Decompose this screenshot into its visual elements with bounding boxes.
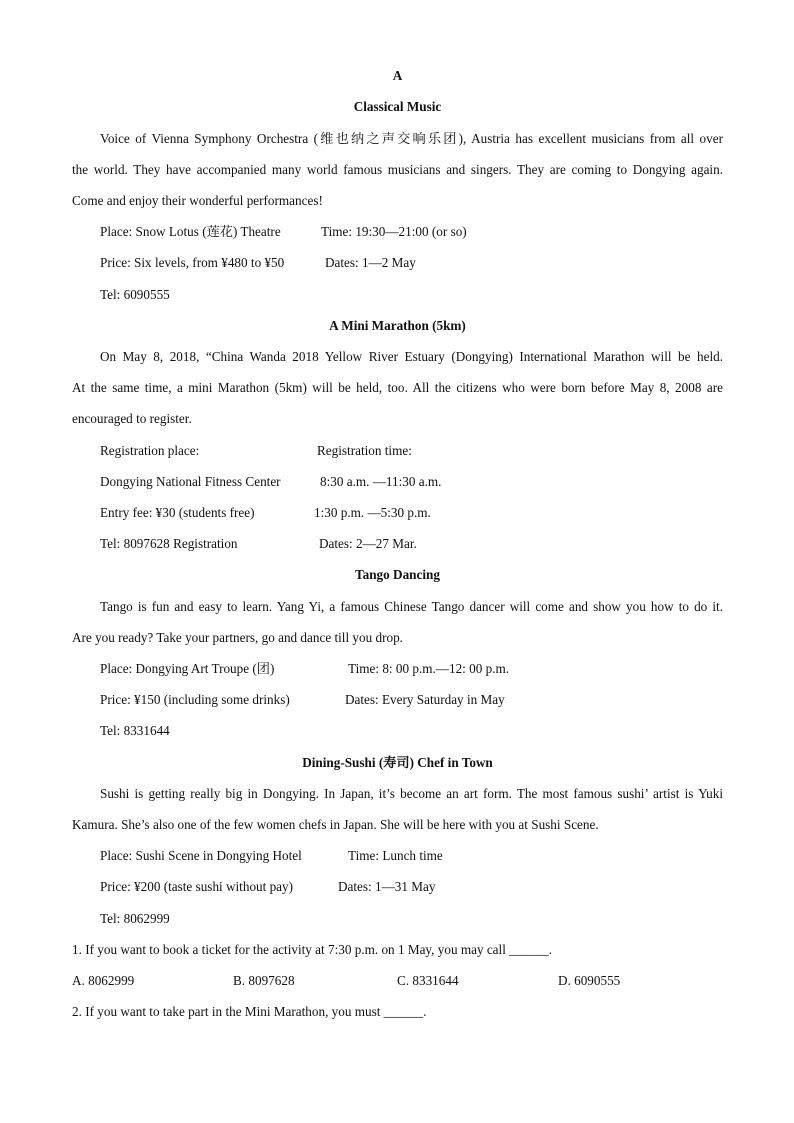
question-2: 2. If you want to take part in the Mini Marathon, you must ______.: [72, 1004, 427, 1019]
info-right: Time: Lunch time: [348, 848, 443, 863]
info-left: Price: ¥200 (taste sushi without pay): [100, 879, 294, 894]
section-title-sushi-chef: Dining-Sushi (寿司) Chef in Town: [302, 755, 493, 770]
info-left: Dongying National Fitness Center: [100, 474, 281, 489]
info-left: Entry fee: ¥30 (students free): [100, 505, 255, 520]
info-left: Place: Snow Lotus (莲花) Theatre: [100, 224, 281, 239]
option-a: A. 8062999: [72, 973, 135, 988]
info-left: Price: ¥150 (including some drinks): [100, 692, 290, 707]
paragraph-line: At the same time, a mini Marathon (5km) will be held, too. All the citizens who were born before May 8, 2008 are: [72, 380, 723, 395]
info-right: 8:30 a.m. —11:30 a.m.: [320, 474, 442, 489]
info-left: Registration place:: [100, 443, 200, 458]
paragraph-line: Are you ready? Take your partners, go and dance till you drop.: [72, 630, 403, 645]
info-right: Registration time:: [317, 443, 412, 458]
info-right: Dates: Every Saturday in May: [345, 692, 505, 707]
info-left: Price: Six levels, from ¥480 to ¥50: [100, 255, 285, 270]
option-d: D. 6090555: [558, 973, 621, 988]
info-right: Dates: 1—2 May: [325, 255, 416, 270]
info-left: Tel: 8097628 Registration: [100, 536, 238, 551]
option-b: B. 8097628: [233, 973, 295, 988]
paragraph-line: encouraged to register.: [72, 411, 192, 426]
question-1: 1. If you want to book a ticket for the activity at 7:30 p.m. on 1 May, you may call ______.: [72, 942, 553, 957]
info-right: Time: 8: 00 p.m.—12: 00 p.m.: [348, 661, 510, 676]
info-right: 1:30 p.m. —5:30 p.m.: [314, 505, 431, 520]
info-right: Dates: 1—31 May: [338, 879, 436, 894]
paragraph-line: Come and enjoy their wonderful performances!: [72, 193, 323, 208]
info-left: Place: Sushi Scene in Dongying Hotel: [100, 848, 302, 863]
option-c: C. 8331644: [397, 973, 459, 988]
paragraph-line: On May 8, 2018, “China Wanda 2018 Yellow River Estuary (Dongying) International Marathon will be held.: [100, 349, 723, 364]
section-letter-heading: A: [392, 68, 403, 83]
section-title-mini-marathon: A Mini Marathon (5km): [329, 318, 466, 333]
info-left: Place: Dongying Art Troupe (团): [100, 661, 275, 676]
paragraph-line: Voice of Vienna Symphony Orchestra (维也纳之声交响乐团), Austria has excellent musicians from all over: [100, 131, 723, 146]
info-right: Dates: 2—27 Mar.: [319, 536, 417, 551]
paragraph-line: Sushi is getting really big in Dongying. In Japan, it’s become an art form. The most famous sushi’ artist is Yuki: [100, 786, 723, 801]
section-title-classical-music: Classical Music: [353, 99, 442, 114]
info-left: Tel: 8062999: [100, 911, 170, 926]
paragraph-line: Kamura. She’s also one of the few women chefs in Japan. She will be here with you at Sushi Scene.: [72, 817, 599, 832]
paragraph-line: the world. They have accompanied many world famous musicians and singers. They are coming to Dongying again.: [72, 162, 723, 177]
section-title-tango-dancing: Tango Dancing: [355, 567, 440, 582]
info-right: Time: 19:30—21:00 (or so): [321, 224, 467, 239]
paragraph-line: Tango is fun and easy to learn. Yang Yi, a famous Chinese Tango dancer will come and show you how to do it.: [100, 599, 723, 614]
info-left: Tel: 8331644: [100, 723, 170, 738]
info-left: Tel: 6090555: [100, 287, 170, 302]
